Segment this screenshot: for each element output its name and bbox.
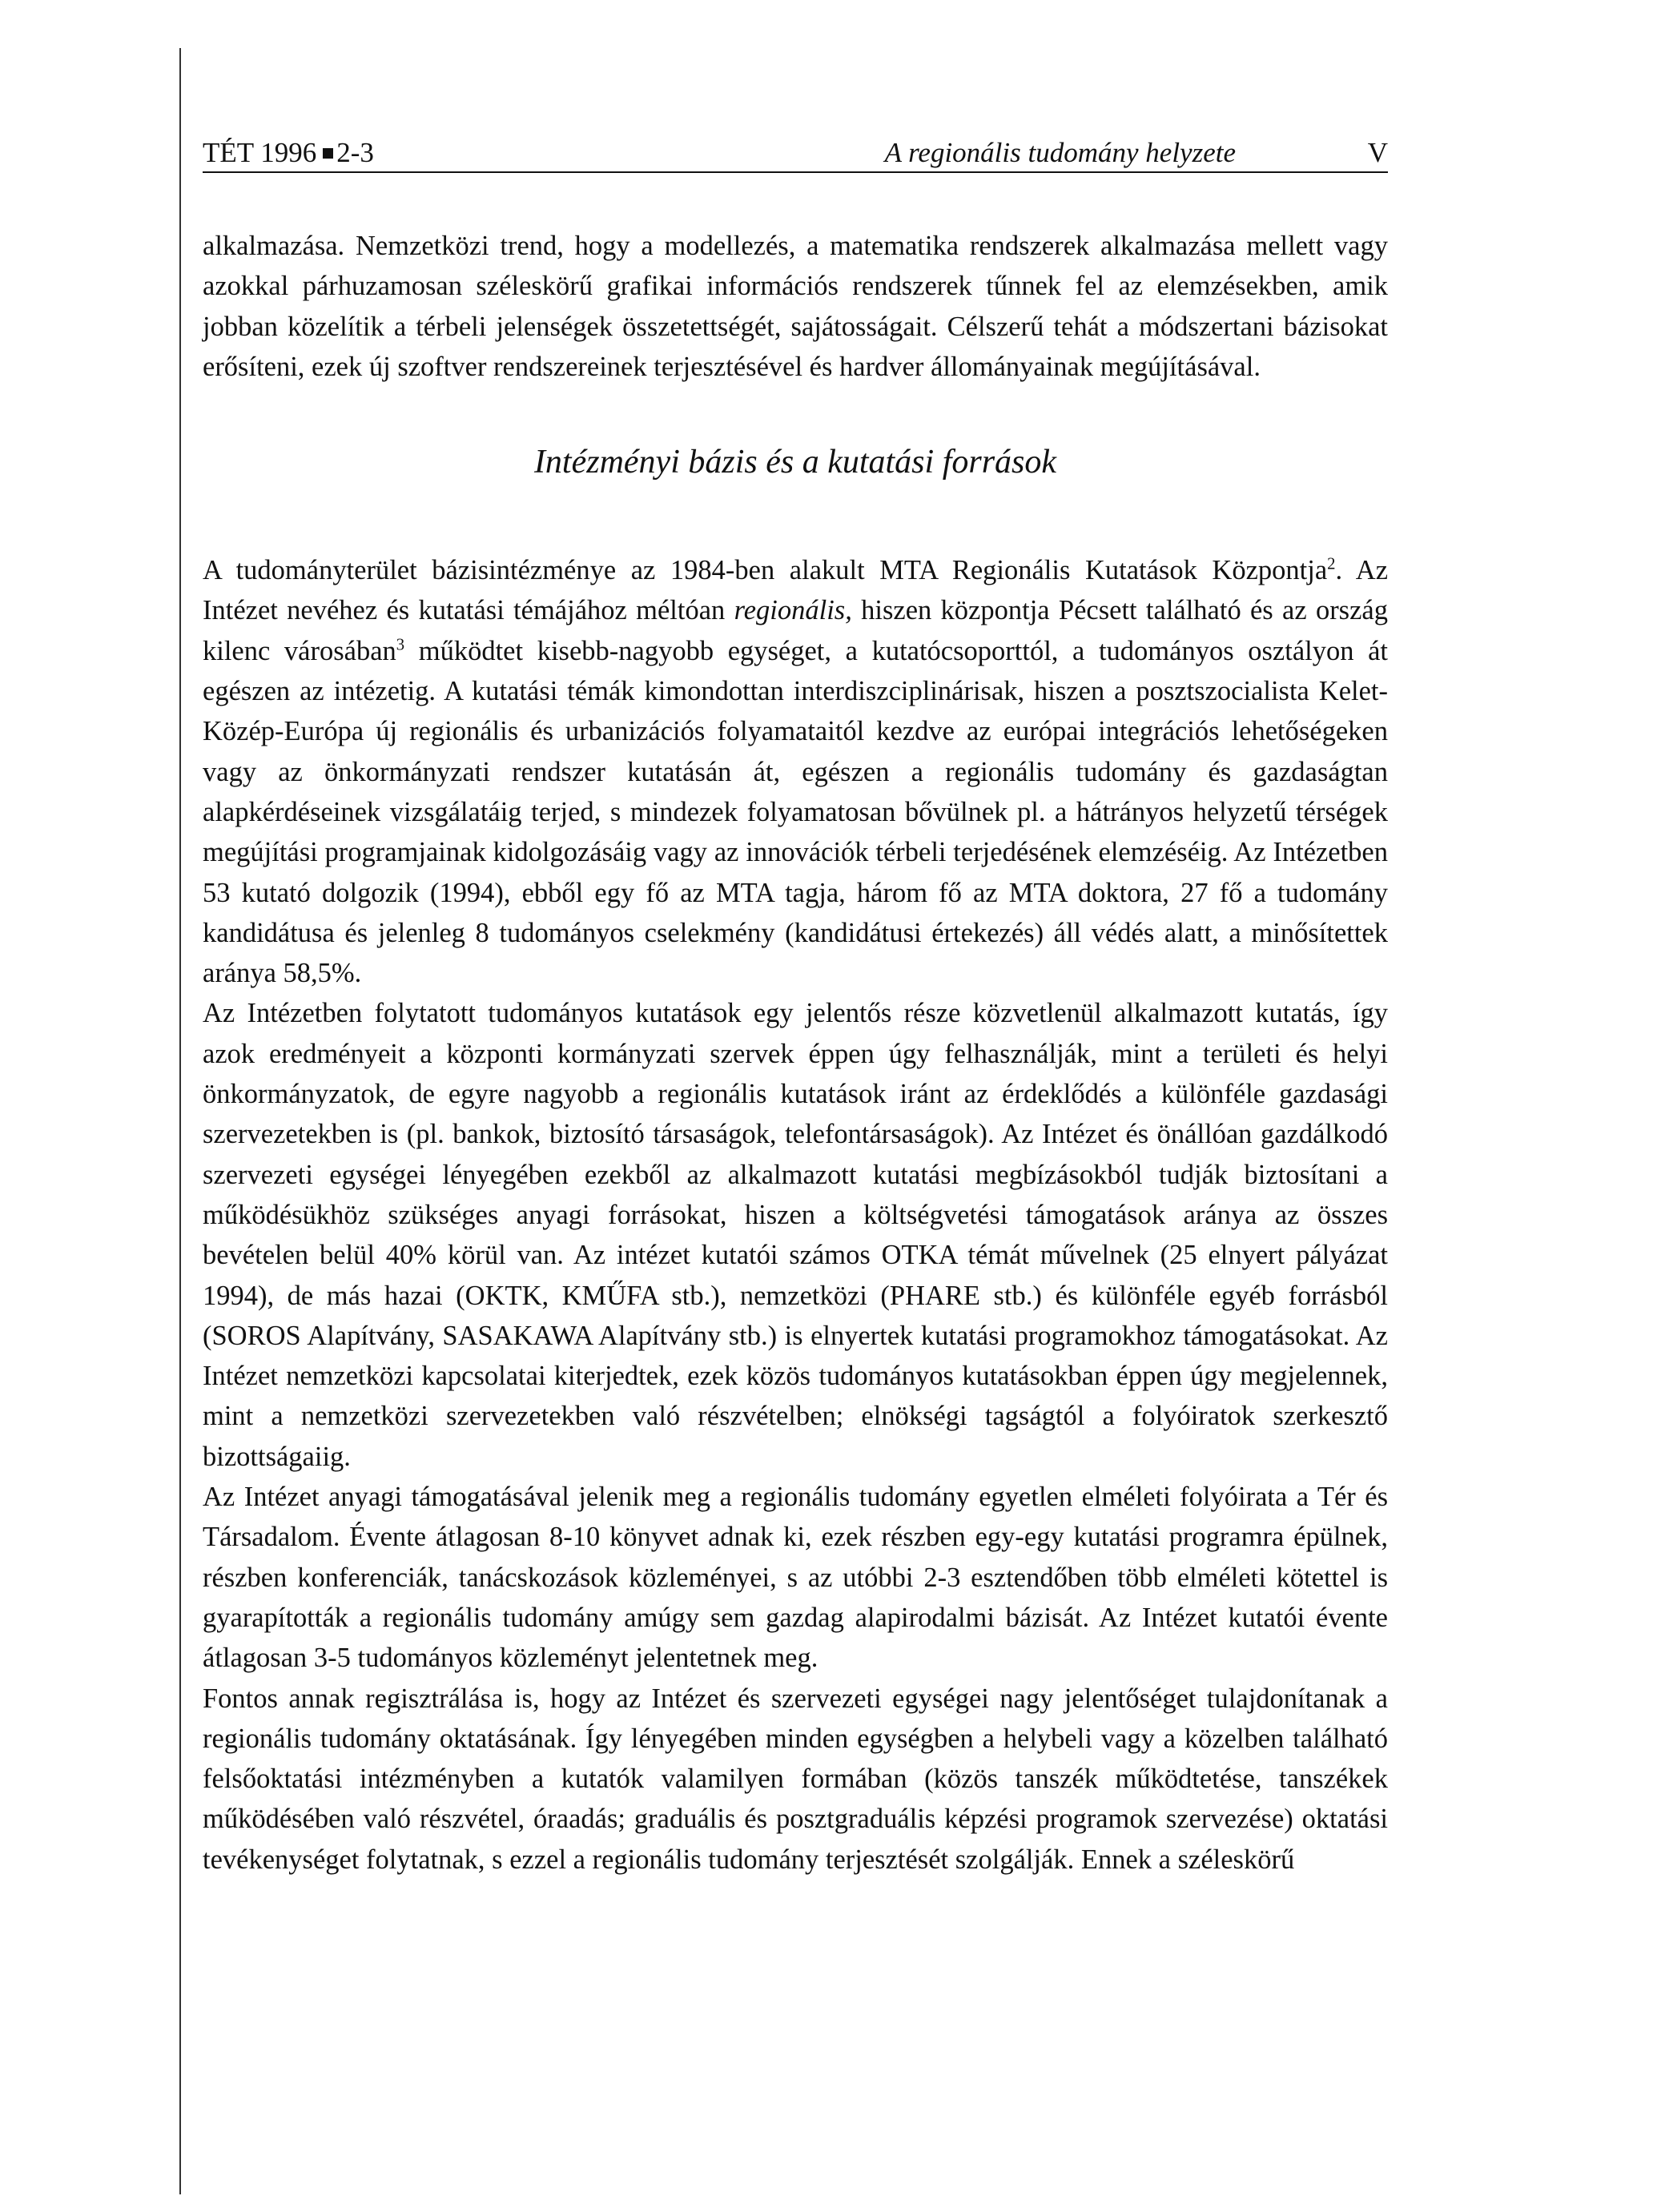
paragraph-publications: Az Intézet anyagi támogatásával jelenik meg a regionális tudomány egyetlen elméleti folyóirata a Tér és Társadalom. Évente átlagosan 8-10 könyvet adnak ki, ezek részben egy-egy kutatási programra épülnek, részben konferenciák, tanácskozások közleményei, s az utóbbi 2-3 esztendőben több elméleti kötettel is gyarapították a regionális tudomány amúgy sem gazdag alapirodalmi bázisát. Az Intézet kutatói évente átlagosan 3-5 tudományos közleményt jelentetnek meg. — [203, 1482, 1388, 1674]
journal-issue — [203, 136, 374, 170]
journal-name: TÉT 1996 — [203, 137, 317, 168]
footnote-ref: 2 — [1327, 555, 1336, 573]
running-head — [203, 136, 1388, 173]
emphasis: regionális, — [734, 595, 852, 626]
paragraph-institute — [203, 550, 1388, 993]
square-bullet-icon — [323, 148, 333, 159]
page-number: V — [1367, 137, 1388, 168]
article-body — [203, 226, 1388, 1880]
issue-number: 2-3 — [336, 137, 374, 168]
footnote-ref: 3 — [396, 636, 405, 654]
page — [203, 136, 1388, 1880]
text-run: A tudományterület bázisintézménye az 1984-ben alakult MTA Regionális Kutatások Központja — [203, 555, 1328, 586]
text-run: működtet kisebb-nagyobb egységet, a kutatócsoporttól, a tudományos osztályon át egészen az intézetig. A kutatási témák kimondottan interdiszciplinárisak, hiszen a posztszocialista Kelet-Közép-Európa új regionális és urbanizációs folyamataitól kezdve az európai integrációs lehetőségeken vagy az önkormányzati rendszer kutatásán át, egészen a regionális tudomány és gazdaságtan alapkérdéseinek vizsgálatáig terjed, s mindezek folyamatosan bővülnek pl. a hátrányos helyzetű térségek megújítási programjainak kidolgozásáig vagy az innovációk térbeli terjedésének elemzéséig. Az Intézetben 53 kutató dolgozik (1994), ebből egy fő az MTA tagja, három fő az MTA doktora, 27 fő a tudomány kandidátusa és jelenleg 8 tudományos cselekmény (kandidátusi értekezés) áll védés alatt, a minősítettek aránya 58,5%. — [203, 635, 1389, 989]
text-run: . Az Intézet nevéhez és kutatási témájához méltóan — [203, 555, 1389, 626]
text-run: hiszen központja Pécsett található és az ország kilenc városában — [203, 595, 1388, 666]
margin-rule — [179, 48, 181, 2194]
paragraph-continuation: alkalmazása. Nemzetközi trend, hogy a modellezés, a matematika rendszerek alkalmazása mellett vagy azokkal párhuzamosan széleskörű grafikai információs rendszerek tűnnek fel az elemzésekben, amik jobban közelítik a térbeli jelenségek összetettségét, sajátosságait. Célszerű tehát a módszertani bázisokat erősíteni, ezek új szoftver rendszereinek terjesztésével és hardver állományainak megújításával. — [203, 231, 1388, 382]
paragraph-research: Az Intézetben folytatott tudományos kutatások egy jelentős része közvetlenül alkalmazott kutatás, így azok eredményeit a központi kormányzati szervek éppen úgy felhasználják, mint a területi és helyi önkormányzatok, de egyre nagyobb a regionális kutatások iránt az érdeklődés a különféle gazdasági szervezetekben is (pl. bankok, biztosító társaságok, telefontársaságok). Az Intézet és önállóan gazdálkodó szervezeti egységei lényegében ezekből az alkalmazott kutatási megbízásokból tudják biztosítani a működésükhöz szükséges anyagi forrásokat, hiszen a költségvetési támogatások aránya az összes bevételen belül 40% körül van. Az intézet kutatói számos OTKA témát művelnek (25 elnyert pályázat 1994), de más hazai (OKTK, KMŰFA stb.), nemzetközi (PHARE stb.) és különféle egyéb forrásból (SOROS Alapítvány, SASAKAWA Alapítvány stb.) is elnyertek kutatási programokhoz támogatásokat. Az Intézet nemzetközi kapcsolatai kiterjedtek, ezek közös tudományos kutatásokban éppen úgy megjelennek, mint a nemzetközi szervezetekben való részvételben; elnökségi tagságtól a folyóiratok szerkesztő bizottságaiig. — [203, 998, 1388, 1472]
section-heading: Intézményi bázis és a kutatási források — [533, 444, 1057, 481]
running-title: A regionális tudomány helyzete — [884, 137, 1236, 168]
paragraph-education: Fontos annak regisztrálása is, hogy az Intézet és szervezeti egységei nagy jelentőséget tulajdonítanak a regionális tudomány oktatásának. Így lényegében minden egységben a helybeli vagy a közelben található felsőoktatási intézményben a kutatók valamilyen formában (közös tanszék működtetése, tanszékek működésében való részvétel, óraadás; graduális és posztgraduális képzési programok szervezése) oktatási tevékenységet folytatnak, s ezzel a regionális tudomány terjesztését szolgálják. Ennek a széleskörű — [203, 1683, 1388, 1875]
